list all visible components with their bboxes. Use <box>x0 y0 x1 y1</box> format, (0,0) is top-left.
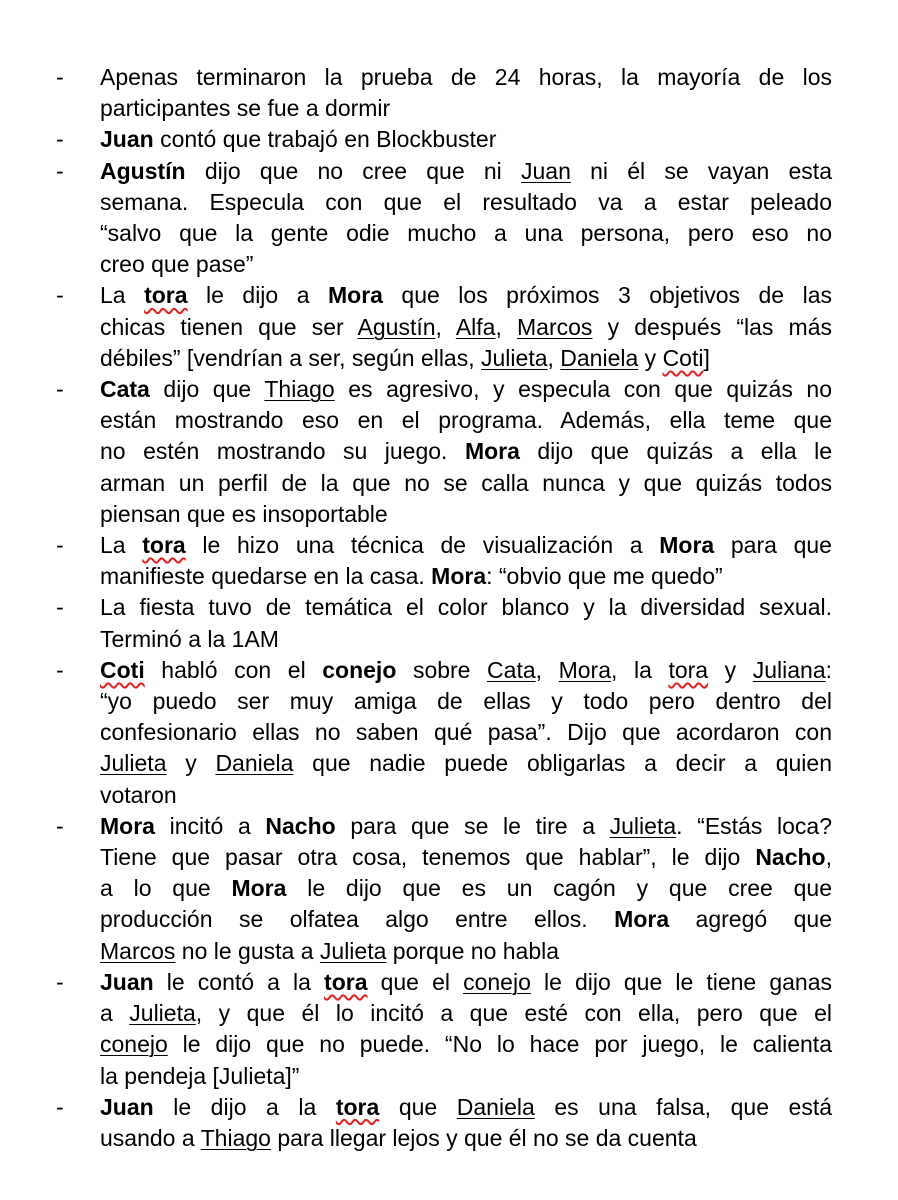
bold-name: Mora <box>231 875 287 902</box>
list-item <box>56 1092 832 1154</box>
underlined-name: Julieta <box>481 344 548 371</box>
text-segment: , <box>435 313 456 340</box>
bold-name: Juan <box>100 1093 154 1120</box>
text-segment: están mostrando eso en el programa. Además, ella teme que <box>100 407 832 434</box>
text-segment: le dijo que le tiene ganas <box>530 968 832 995</box>
bullet-dash: - <box>56 126 64 153</box>
text-segment: producción se olfatea algo entre ellos. <box>100 906 615 933</box>
underlined-name: Mora <box>558 656 612 683</box>
text-segment: “yo puedo ser muy amiga de ellas y todo pero dentro del <box>100 688 832 715</box>
text-segment: creo que pase” <box>100 251 254 278</box>
bullet-dash: - <box>56 64 64 90</box>
text-line <box>100 1061 832 1092</box>
text-line <box>100 62 832 93</box>
text-line <box>100 967 832 998</box>
text-line <box>100 280 832 311</box>
text-segment: y <box>166 750 216 777</box>
text-line <box>100 998 832 1029</box>
bold-name: tora <box>142 532 186 559</box>
bullet-dash: - <box>56 968 64 995</box>
list-item <box>56 124 832 155</box>
text-line <box>100 124 832 155</box>
text-segment: contó que trabajó en Blockbuster <box>153 126 497 153</box>
bold-name: tora <box>144 282 188 309</box>
underlined-name: Marcos <box>100 937 176 964</box>
text-segment: habló con el <box>144 656 323 683</box>
bullet-dash: - <box>56 282 64 309</box>
text-line <box>100 655 832 686</box>
bold-name: Mora <box>464 438 520 465</box>
text-segment: Tiene que pasar otra cosa, tenemos que hablar”, le dijo <box>100 844 756 871</box>
text-line <box>100 187 832 218</box>
underlined-name: conejo <box>100 1031 168 1058</box>
text-segment: dijo que quizás a ella le <box>519 438 833 465</box>
bold-name: Agustín <box>100 157 186 184</box>
text-line <box>100 1092 832 1123</box>
text-segment: participantes se fue a dormir <box>100 95 391 122</box>
bullet-dash: - <box>56 812 64 839</box>
text-line <box>100 436 832 467</box>
text-segment: agregó que <box>669 906 832 933</box>
underlined-name: tora <box>668 656 709 683</box>
underlined-name: Cata <box>487 656 536 683</box>
list-item <box>56 280 832 374</box>
bold-name: Cata <box>100 376 150 403</box>
text-segment: para llegar lejos y que él no se da cuenta <box>270 1124 697 1151</box>
bullet-dash: - <box>56 157 64 184</box>
text-segment: : <box>825 656 833 683</box>
text-line <box>100 592 832 623</box>
bullet-dash: - <box>56 656 64 683</box>
bold-name: Juan <box>100 968 154 995</box>
text-line <box>100 811 832 842</box>
text-line <box>100 717 832 748</box>
list-item <box>56 592 832 654</box>
text-segment: chicas tienen que ser <box>100 313 358 340</box>
text-segment: que nadie puede obligarlas a decir a quien <box>293 750 832 777</box>
bold-name: Mora <box>659 532 715 559</box>
underlined-name: Juan <box>521 157 571 184</box>
bullet-list <box>56 62 832 1154</box>
list-item <box>56 374 832 530</box>
text-line <box>100 374 832 405</box>
text-segment: débiles” [vendrían a ser, según ellas, <box>100 344 482 371</box>
text-segment: , <box>825 844 832 871</box>
underlined-name: Julieta <box>100 750 167 777</box>
text-segment: le dijo a <box>187 282 328 309</box>
bold-name: Mora <box>614 906 670 933</box>
text-segment: que el <box>367 968 464 995</box>
text-segment: la pendeja [Julieta]” <box>100 1062 300 1089</box>
text-segment: le dijo a la <box>153 1093 336 1120</box>
text-line <box>100 686 832 717</box>
text-line <box>100 499 832 530</box>
underlined-name: Juliana <box>752 656 826 683</box>
text-segment: le contó a la <box>153 968 325 995</box>
text-segment: es una falsa, que está <box>534 1093 833 1120</box>
text-segment: para que <box>714 532 832 559</box>
text-segment: y <box>708 656 753 683</box>
underlined-name: Julieta <box>319 937 387 964</box>
text-segment: Terminó a la 1AM <box>100 625 279 652</box>
text-segment: arman un perfil de la que no se calla nunca y que quizás todos <box>100 469 832 496</box>
text-line <box>100 93 832 124</box>
text-segment: confesionario ellas no saben qué pasa”. Dijo que acordaron con <box>100 719 832 746</box>
underlined-name: Daniela <box>456 1093 535 1120</box>
text-line <box>100 624 832 655</box>
text-segment: sobre <box>396 656 488 683</box>
underlined-name: Julieta <box>609 812 677 839</box>
bold-name: Mora <box>327 282 383 309</box>
list-item <box>56 62 832 124</box>
text-segment: dijo que no cree que ni <box>185 157 522 184</box>
text-segment: , y que él lo incitó a que esté con ella, pero que el <box>195 1000 832 1027</box>
bullet-dash: - <box>56 1093 64 1120</box>
underlined-name: Agustín <box>357 313 436 340</box>
list-item <box>56 530 832 592</box>
list-item <box>56 811 832 967</box>
text-segment: le dijo que no puede. “No lo hace por juego, le calienta <box>167 1031 832 1058</box>
text-segment: ] <box>703 344 710 371</box>
text-line <box>100 312 832 343</box>
bold-name: tora <box>324 968 368 995</box>
text-segment: , <box>547 344 561 371</box>
text-segment: dijo que <box>149 376 265 403</box>
text-segment: le hizo una técnica de visualización a <box>185 532 660 559</box>
bold-name: Nacho <box>755 844 826 871</box>
underlined-name: Alfa <box>455 313 496 340</box>
text-segment: para que se le tire a <box>335 812 610 839</box>
text-segment: Apenas terminaron la prueba de 24 horas, la mayoría de los <box>100 64 832 90</box>
bold-name: Nacho <box>265 812 336 839</box>
text-segment: es agresivo, y especula con que quizás no <box>334 376 832 403</box>
bullet-dash: - <box>56 594 64 621</box>
text-segment: . “Estás loca? <box>676 812 832 839</box>
text-segment: no le gusta a <box>175 937 320 964</box>
text-line <box>100 936 832 967</box>
text-line <box>100 873 832 904</box>
text-line <box>100 748 832 779</box>
bold-name: Mora <box>100 812 155 839</box>
text-line <box>100 780 832 811</box>
text-line <box>100 561 832 592</box>
bullet-dash: - <box>56 532 64 559</box>
underlined-name: Marcos <box>517 313 593 340</box>
text-line <box>100 405 832 436</box>
text-segment: a <box>100 1000 130 1027</box>
text-segment: piensan que es insoportable <box>100 500 388 527</box>
underlined-name: Coti <box>662 344 704 371</box>
text-segment: que <box>379 1093 457 1120</box>
text-segment: a lo que <box>100 875 232 902</box>
text-segment: , <box>535 656 559 683</box>
bullet-dash: - <box>56 376 64 403</box>
list-item <box>56 655 832 811</box>
text-segment: porque no habla <box>386 937 560 964</box>
text-segment: , la <box>611 656 669 683</box>
text-segment: : “obvio que me quedo” <box>486 563 723 590</box>
text-line <box>100 156 832 187</box>
text-segment: votaron <box>100 781 177 808</box>
text-segment: y después “las más <box>592 313 833 340</box>
list-item <box>56 967 832 1092</box>
text-segment: “salvo que la gente odie mucho a una persona, pero eso no <box>100 220 832 247</box>
text-segment: , <box>495 313 518 340</box>
text-line <box>100 218 832 249</box>
text-segment: no estén mostrando su juego. <box>100 438 465 465</box>
text-segment: incitó a <box>154 812 266 839</box>
underlined-name: Daniela <box>560 344 639 371</box>
text-segment: manifieste quedarse en la casa. <box>100 563 432 590</box>
text-segment: usando a <box>100 1124 201 1151</box>
text-segment: semana. Especula con que el resultado va a estar peleado <box>100 188 832 215</box>
text-line <box>100 249 832 280</box>
bold-name: Coti <box>100 656 145 683</box>
list-item <box>56 156 832 281</box>
text-line <box>100 468 832 499</box>
text-segment: que los próximos 3 objetivos de las <box>382 282 832 309</box>
text-line <box>100 343 832 374</box>
text-segment: y <box>638 344 663 371</box>
bold-name: Juan <box>100 126 154 153</box>
text-segment: La <box>100 282 145 309</box>
text-line <box>100 1029 832 1060</box>
text-line <box>100 1123 832 1154</box>
underlined-name: Thiago <box>264 376 335 403</box>
text-segment: ni él se vayan esta <box>570 157 832 184</box>
text-segment: le dijo que es un cagón y que cree que <box>286 875 832 902</box>
underlined-name: Julieta <box>129 1000 196 1027</box>
bold-name: conejo <box>322 656 397 683</box>
bold-name: Mora <box>431 563 487 590</box>
underlined-name: conejo <box>463 968 531 995</box>
underlined-name: Thiago <box>200 1124 271 1151</box>
text-line <box>100 842 832 873</box>
text-line <box>100 530 832 561</box>
bold-name: tora <box>335 1093 380 1120</box>
text-segment: La fiesta tuvo de temática el color blanco y la diversidad sexual. <box>100 594 832 621</box>
text-line <box>100 904 832 935</box>
underlined-name: Daniela <box>215 750 294 777</box>
text-segment: La <box>100 532 143 559</box>
